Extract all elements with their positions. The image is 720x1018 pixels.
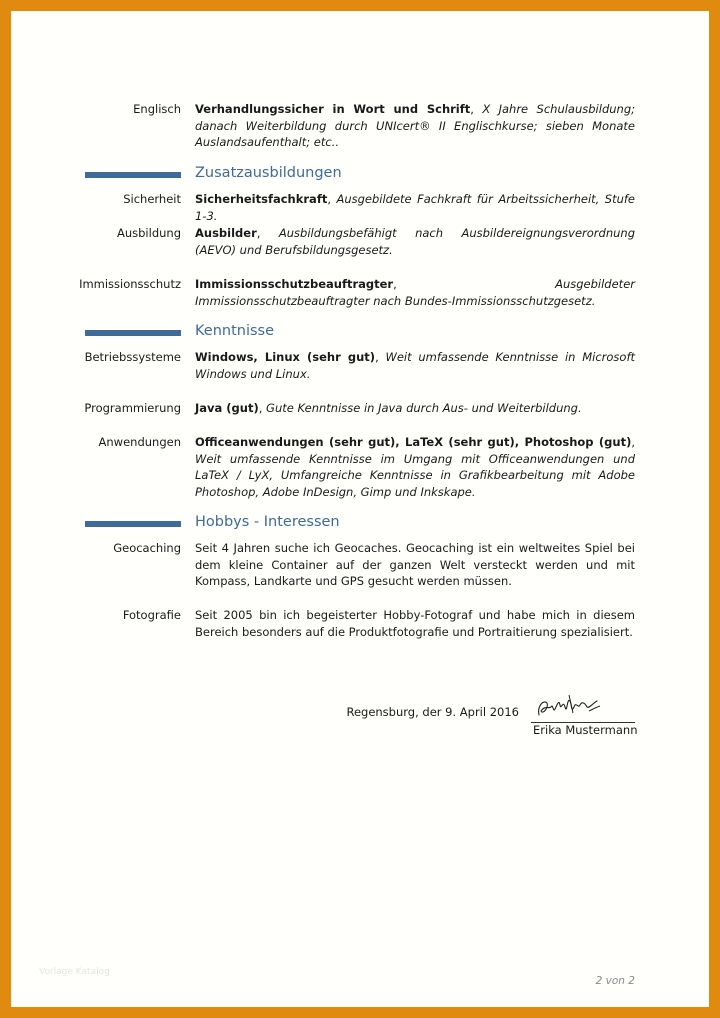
section-title-hobbys: Hobbys - Interessen	[195, 514, 340, 530]
entry-title: Officeanwendungen (sehr gut), LaTeX (sehr gut), Photoshop (gut)	[195, 435, 632, 449]
section-bar-zusatz	[85, 172, 181, 178]
entry-body	[195, 191, 635, 224]
entry-description: Ausgebildete Fachkraft für Arbeitssicherheit, Stufe 1-3.	[195, 192, 636, 223]
entry-title: Verhandlungssicher in Wort und Schrift	[195, 102, 471, 116]
entry-body: Seit 2005 bin ich begeisterter Hobby-Fotograf und habe mich in diesem Bereich besonders auf die Produktfotografie und Portraitierung spezialisiert.	[195, 608, 635, 639]
entry-title: Immissionsschutzbeauftragter	[195, 277, 394, 291]
entry-sep: ,	[631, 435, 635, 449]
entry-sep: ,	[258, 401, 267, 415]
entry-title: Windows, Linux (sehr gut)	[195, 350, 376, 364]
entry-label: Programmierung	[84, 401, 181, 415]
place-date: Regensburg, der 9. April 2016	[346, 705, 519, 719]
section-title-kenntnisse: Kenntnisse	[195, 323, 275, 339]
entry-description: Weit umfassende Kenntnisse im Umgang mit Officeanwendungen und LaTeX / LyX, Umfangreiche Kenntnisse in Grafikbearbeitung mit Adobe Photoshop, Adobe InDesign, Gimp und Inkskape.	[195, 451, 635, 499]
entry-label: Anwendungen	[98, 435, 181, 449]
entry-title: Java (gut)	[195, 401, 259, 415]
entry-label: Immissionsschutz	[79, 277, 181, 291]
entry-label: Betriebssysteme	[84, 350, 181, 364]
entry-label: Ausbildung	[116, 226, 181, 240]
entry-description: X Jahre Schulausbildung; danach Weiterbildung durch UNIcert® II Englischkurse; sieben Monate Auslandsaufenthalt; etc..	[195, 102, 635, 150]
entry-description: Gute Kenntnisse in Java durch Aus- und Weiterbildung.	[266, 401, 582, 415]
entry-body: Seit 4 Jahren suche ich Geocaches. Geocaching ist ein weltweites Spiel bei dem kleine Container auf der ganzen Welt versteckt werden und mit Kompass, Landkarte und GPS gesucht werden müssen.	[195, 541, 635, 589]
signer-name: Erika Mustermann	[533, 723, 638, 737]
entry-description: Ausbildungsbefähigt nach Ausbildereignungsverordnung (AEVO) und Berufsbildungsgesetz.	[195, 226, 635, 257]
entry-description: Ausgebildeter Immissionsschutzbeauftragter nach Bundes-Immissionsschutzgesetz.	[195, 277, 635, 308]
entry-label: Fotografie	[122, 608, 181, 622]
section-title-zusatz: Zusatzausbildungen	[195, 165, 342, 181]
watermark-text: Vorlage Katalog	[39, 967, 110, 977]
handwritten-signature	[533, 689, 603, 723]
entry-sep: ,	[327, 192, 337, 206]
cv-page	[11, 11, 709, 1007]
entry-body	[195, 276, 635, 309]
entry-body	[195, 434, 635, 500]
entry-label: Sicherheit	[123, 192, 181, 206]
entry-label: Englisch	[133, 102, 181, 116]
entry-sep: ,	[393, 277, 556, 291]
entry-description: Weit umfassende Kenntnisse in Microsoft Windows und Linux.	[195, 350, 636, 381]
entry-body	[195, 400, 635, 417]
entry-title: Sicherheitsfachkraft	[195, 192, 328, 206]
section-bar-kenntnisse	[85, 330, 181, 336]
entry-body	[195, 101, 635, 151]
page-number: 2 von 2	[595, 975, 635, 987]
section-bar-hobbys	[85, 521, 181, 527]
entry-sep: ,	[256, 226, 279, 240]
entry-sep: ,	[375, 350, 386, 364]
entry-title: Ausbilder	[195, 226, 257, 240]
entry-sep: ,	[470, 102, 483, 116]
entry-body	[195, 225, 635, 258]
entry-body	[195, 349, 635, 382]
entry-label: Geocaching	[113, 541, 181, 555]
